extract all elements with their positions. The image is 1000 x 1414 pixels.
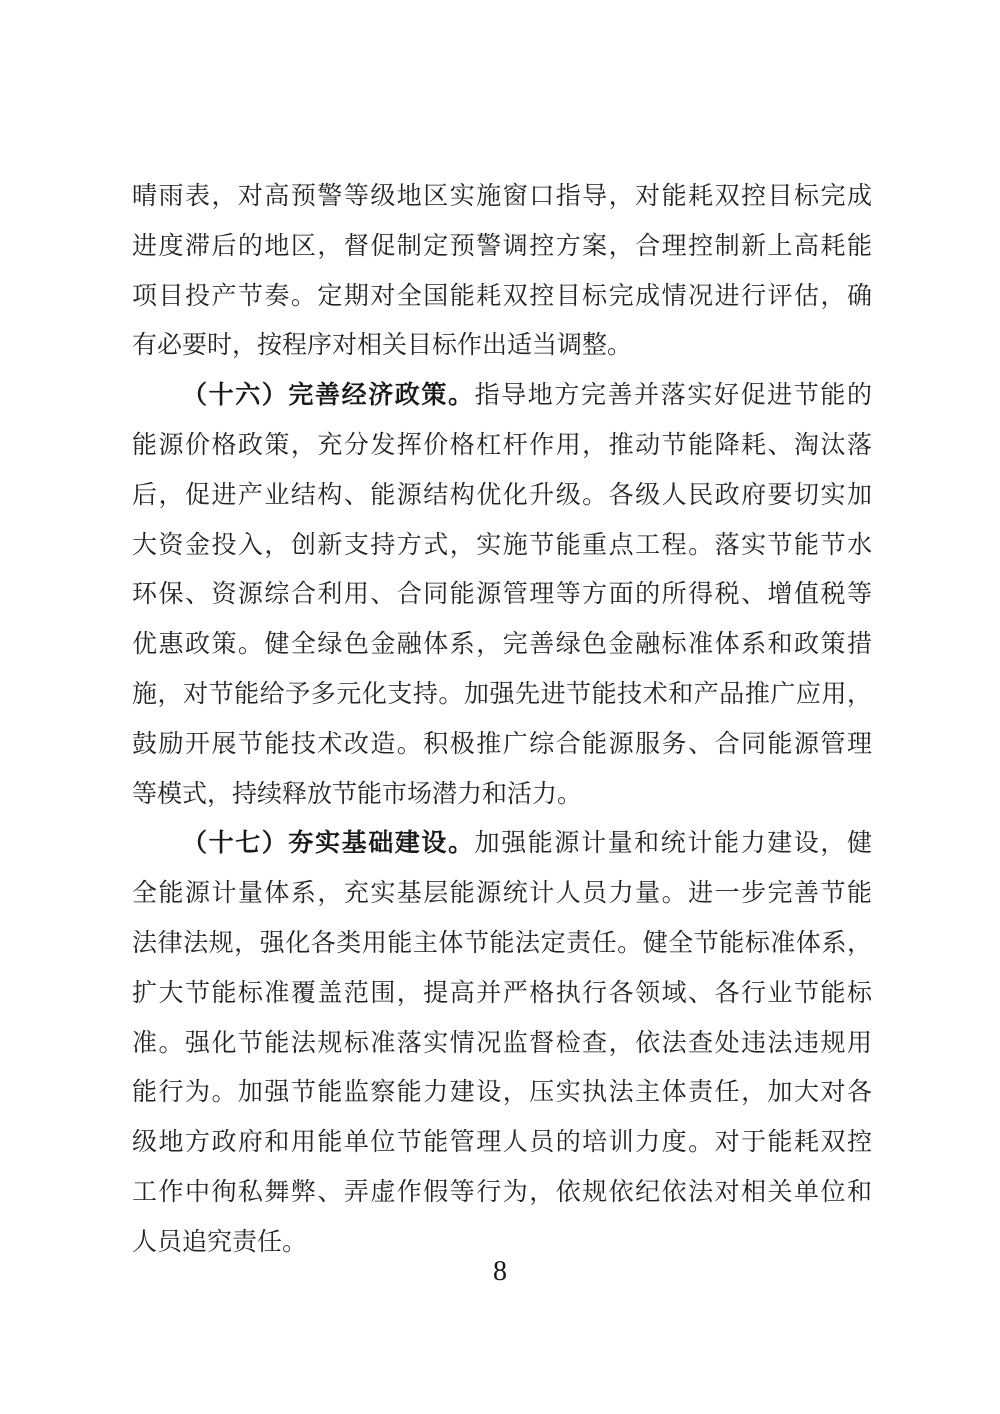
text-line: [132, 421, 872, 471]
text-run: 等模式，持续释放节能市场潜力和活力。: [132, 780, 583, 808]
text-run: 能源价格政策，充分发挥价格杠杆作用，推动节能降耗、淘汰落: [132, 431, 872, 459]
section-heading: （十六）完善经济政策。: [182, 382, 475, 410]
text-line: [132, 1068, 872, 1118]
text-line: [132, 321, 872, 371]
text-run: 工作中徇私舞弊、弄虚作假等行为，依规依纪依法对相关单位和: [132, 1178, 872, 1206]
text-line: [132, 1118, 872, 1168]
text-run: 进度滞后的地区，督促制定预警调控方案，合理控制新上高耗能: [132, 232, 872, 260]
text-line: [132, 919, 872, 969]
text-line: [132, 869, 872, 919]
text-line: [132, 1019, 872, 1069]
document-body: [132, 172, 872, 1268]
text-line: [132, 521, 872, 571]
text-run: 能行为。加强节能监察能力建设，压实执法主体责任，加大对各: [132, 1079, 872, 1107]
text-line: [132, 272, 872, 322]
text-line: [132, 969, 872, 1019]
text-run: 全能源计量体系，充实基层能源统计人员力量。进一步完善节能: [132, 880, 872, 908]
text-run: 人员追究责任。: [132, 1228, 308, 1256]
text-run: 法律法规，强化各类用能主体节能法定责任。健全节能标准体系，: [132, 929, 872, 957]
text-line: [132, 819, 872, 869]
text-run: 有必要时，按程序对相关目标作出适当调整。: [132, 332, 633, 360]
text-run: 优惠政策。健全绿色金融体系，完善绿色金融标准体系和政策措: [132, 631, 872, 659]
text-line: [132, 770, 872, 820]
text-line: [132, 172, 872, 222]
text-run: 级地方政府和用能单位节能管理人员的培训力度。对于能耗双控: [132, 1129, 872, 1157]
text-run: 准。强化节能法规标准落实情况监督检查，依法查处违法违规用: [132, 1029, 872, 1057]
text-run: 指导地方完善并落实好促进节能的: [474, 382, 872, 410]
text-line: [132, 1168, 872, 1218]
text-run: 环保、资源综合利用、合同能源管理等方面的所得税、增值税等: [132, 581, 872, 609]
text-line: [132, 371, 872, 421]
text-run: 晴雨表，对高预警等级地区实施窗口指导，对能耗双控目标完成: [132, 183, 872, 210]
text-run: 大资金投入，创新支持方式，实施节能重点工程。落实节能节水: [132, 531, 872, 559]
text-line: [132, 620, 872, 670]
text-line: [132, 670, 872, 720]
text-line: [132, 471, 872, 521]
text-line: [132, 222, 872, 272]
text-run: 鼓励开展节能技术改造。积极推广综合能源服务、合同能源管理: [132, 730, 872, 758]
text-run: 后，促进产业结构、能源结构优化升级。各级人民政府要切实加: [132, 481, 872, 509]
section-heading: （十七）夯实基础建设。: [182, 830, 475, 858]
text-line: [132, 720, 872, 770]
text-run: 扩大节能标准覆盖范围，提高并严格执行各领域、各行业节能标: [132, 979, 872, 1007]
text-run: 施，对节能给予多元化支持。加强先进节能技术和产品推广应用，: [132, 680, 872, 708]
text-run: 加强能源计量和统计能力建设，健: [474, 830, 872, 858]
text-line: [132, 570, 872, 620]
page-number: 8: [493, 1256, 507, 1287]
text-run: 项目投产节奏。定期对全国能耗双控目标完成情况进行评估，确: [132, 282, 872, 310]
